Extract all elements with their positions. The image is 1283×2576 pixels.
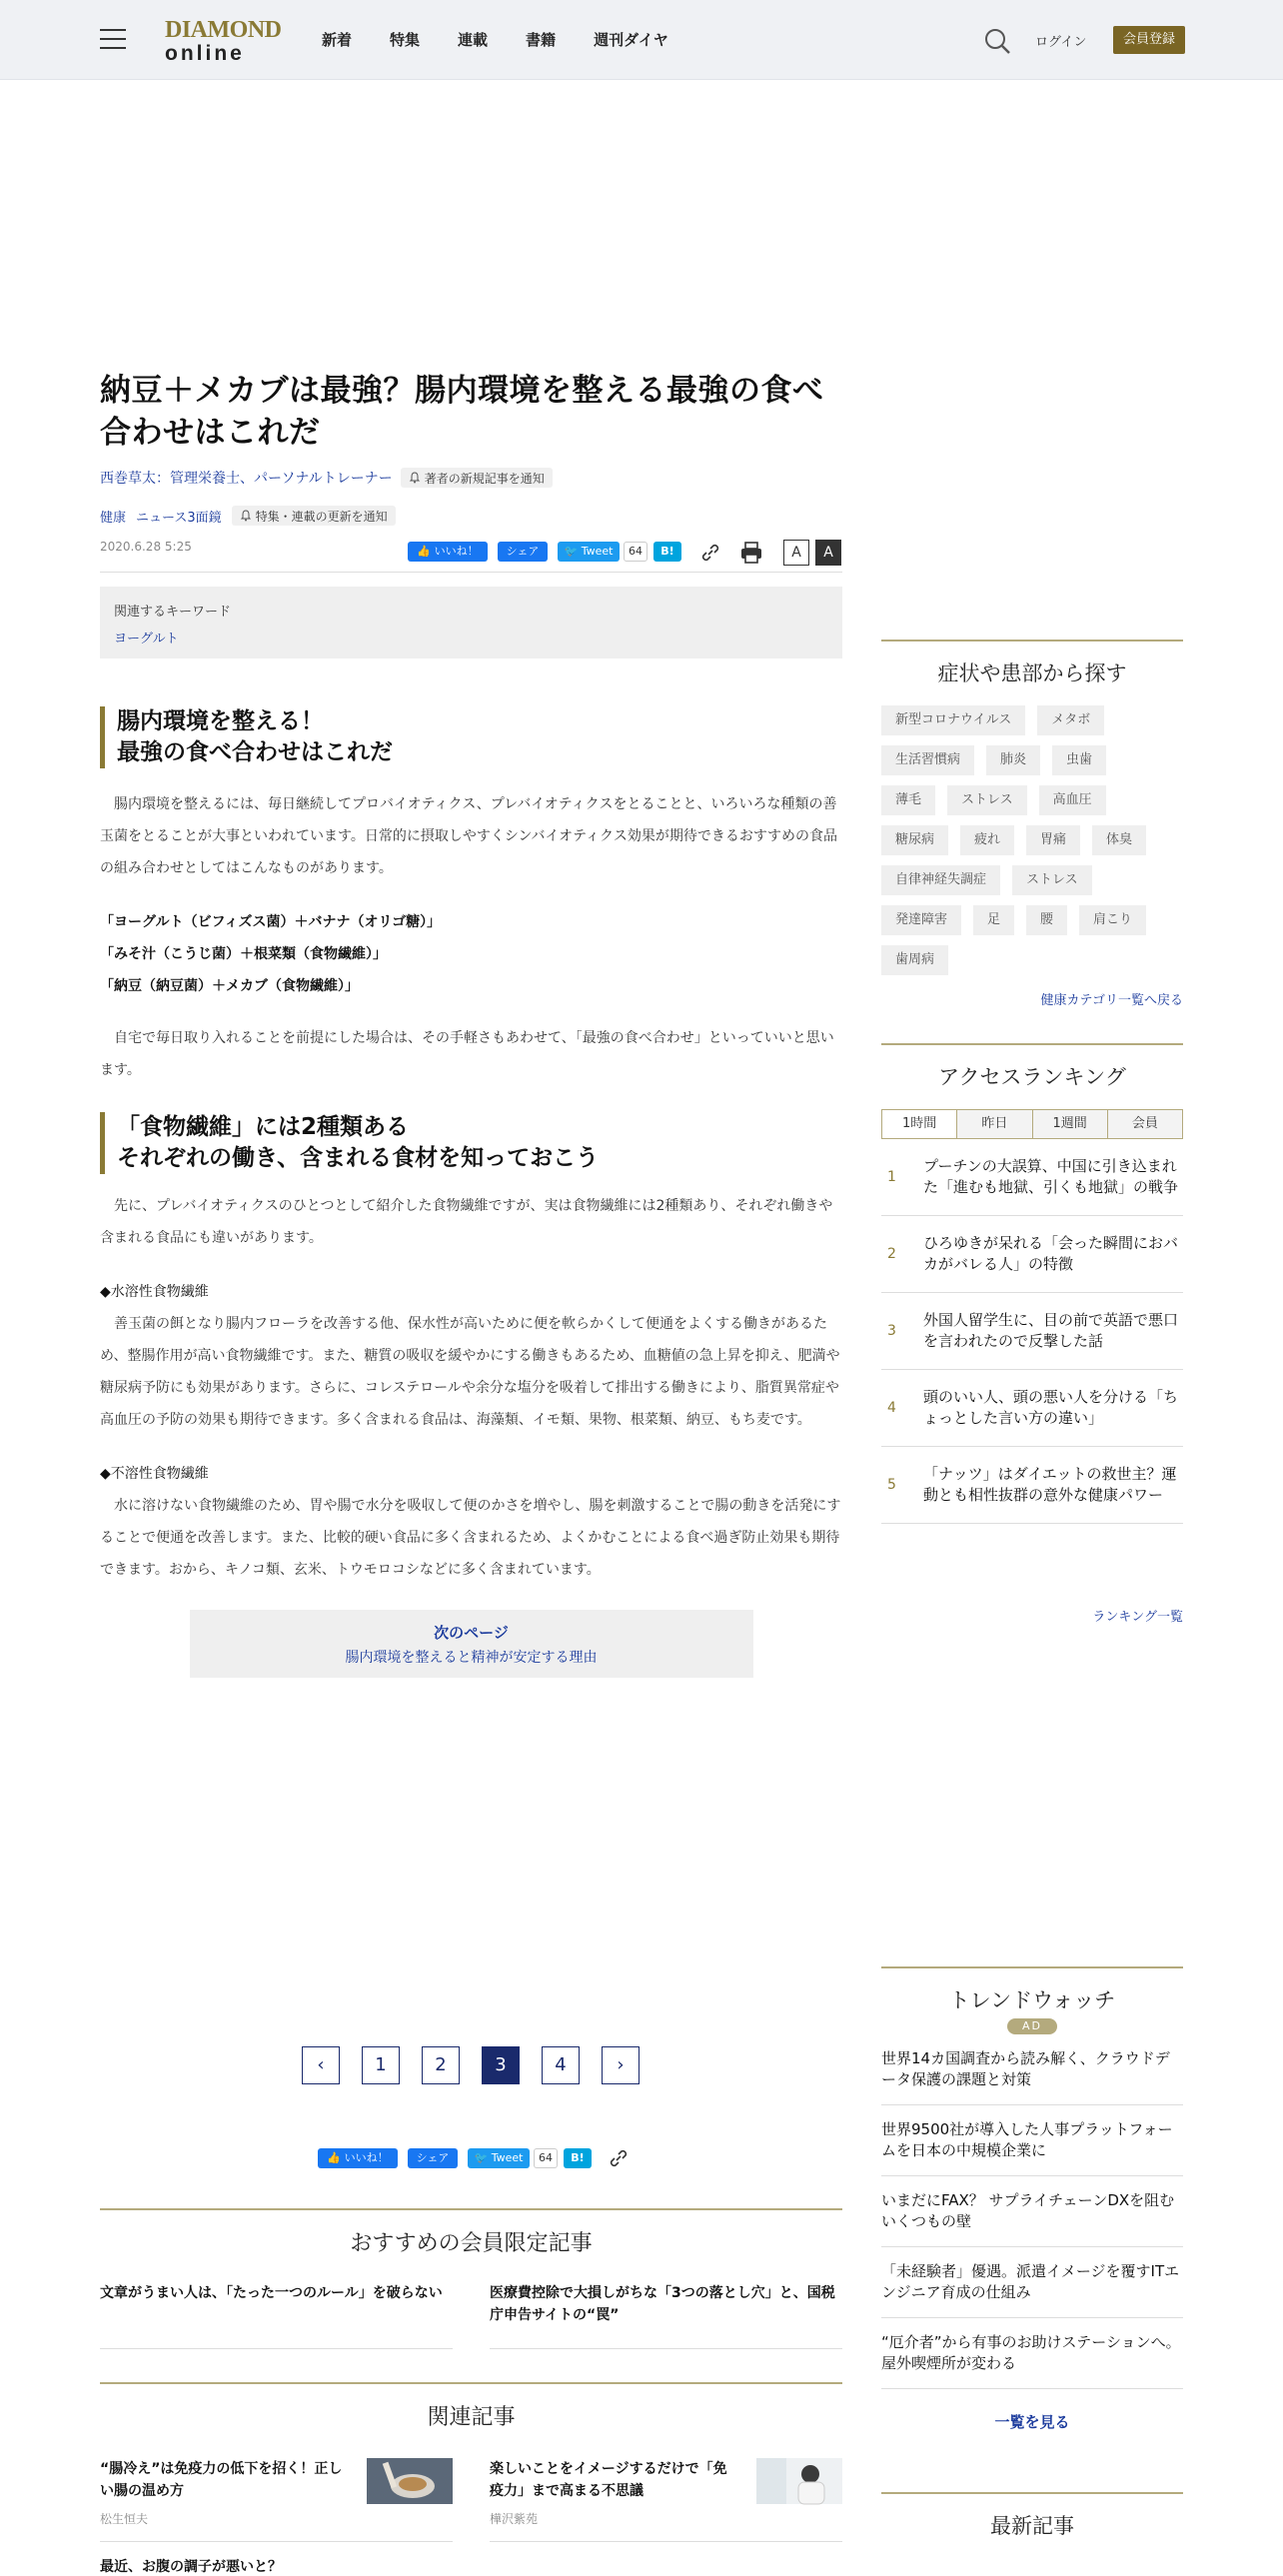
nav-weekly[interactable]: 週刊ダイヤ: [594, 31, 668, 49]
symptom-chip[interactable]: 糖尿病: [881, 825, 948, 855]
trend-item[interactable]: 世界14カ国調査から読み解く、クラウドデータ保護の課題と対策: [881, 2034, 1183, 2105]
ranking-item[interactable]: [881, 1370, 1183, 1447]
trend-item[interactable]: 「未経験者」優遇。派遣イメージを覆すITエンジニア育成の仕組み: [881, 2247, 1183, 2318]
section-heading-line2: 最強の食べ合わせはこれだ: [117, 739, 393, 765]
rank-number: 2: [887, 1246, 896, 1262]
trend-panel: [881, 1966, 1183, 2432]
symptoms-panel: [881, 640, 1183, 1008]
related-article[interactable]: [100, 2458, 453, 2542]
related-article-title: “腸冷え”は免疫力の低下を招く！正しい腸の温め方: [100, 2461, 343, 2499]
author-link[interactable]: 西巻草太：管理栄養士、パーソナルトレーナー: [100, 471, 393, 487]
trend-item[interactable]: “厄介者”から有事のお助けステーションへ。屋外喫煙所が変わる: [881, 2318, 1183, 2389]
site-logo[interactable]: [165, 17, 282, 65]
latest-title: 最新記事: [881, 2492, 1183, 2540]
symptom-chip[interactable]: 体臭: [1092, 825, 1146, 855]
related-article-title: 楽しいことをイメージするだけで「免疫力」まで高まる不思議: [490, 2461, 727, 2499]
symptom-chip[interactable]: ストレス: [947, 785, 1027, 815]
paragraph: 自宅で毎日取り入れることを前提にした場合は、その手軽さもあわせて、「最強の食べ合わせ」といっていいと思います。: [100, 1030, 834, 1078]
symptom-chip[interactable]: 胃痛: [1026, 825, 1080, 855]
tab-yesterday[interactable]: 昨日: [957, 1110, 1032, 1138]
tag-news[interactable]: ニュース3面鏡: [136, 510, 222, 526]
symptom-chip[interactable]: 新型コロナウイルス: [881, 705, 1025, 735]
symptom-chip[interactable]: 腰: [1026, 905, 1067, 935]
trend-more-link[interactable]: 一覧を見る: [994, 2413, 1070, 2431]
bell-icon: [409, 472, 421, 484]
nav-series[interactable]: 連載: [458, 31, 489, 49]
next-page-label: 次のページ: [434, 1624, 509, 1642]
symptom-chip[interactable]: 虫歯: [1052, 745, 1106, 775]
bottom-share-row: [318, 2146, 638, 2170]
symptom-chip[interactable]: メタボ: [1037, 705, 1104, 735]
tweet-button[interactable]: 🐦 Tweet: [468, 2148, 530, 2168]
link-icon[interactable]: [608, 2147, 630, 2169]
author-notify-label: 著者の新規記事を通知: [424, 471, 545, 486]
combo-item: 「みそ汁（こうじ菌）＋根菜類（食物繊維）」: [100, 946, 387, 962]
trend-item[interactable]: いまだにFAX？ サプライチェーンDXを阻むいくつもの壁: [881, 2176, 1183, 2247]
ranking-tabs: [881, 1109, 1183, 1139]
tweet-count: 64: [534, 2148, 558, 2168]
tweet-button[interactable]: 🐦 Tweet: [558, 542, 620, 562]
hatena-button[interactable]: B!: [564, 2148, 592, 2168]
trend-title: トレンドウォッチ: [881, 1966, 1183, 2014]
ranking-list-link[interactable]: ランキング一覧: [1092, 1610, 1183, 1625]
like-button[interactable]: 👍 いいね！: [408, 542, 488, 562]
print-icon[interactable]: [739, 541, 763, 565]
rank-number: 4: [887, 1400, 896, 1416]
series-notify-label: 特集・連載の更新を通知: [255, 509, 388, 524]
rank-title: ひろゆきが呆れる「会った瞬間におバカがバレる人」の特徴: [923, 1234, 1179, 1273]
symptom-chip[interactable]: 肺炎: [986, 745, 1040, 775]
tag-row: [100, 506, 842, 526]
next-page-link[interactable]: [190, 1610, 753, 1678]
article: [100, 370, 842, 1678]
fb-share-button[interactable]: シェア: [408, 2148, 458, 2168]
related-article[interactable]: [490, 2458, 842, 2542]
related-article-author: 松生恒夫: [100, 2512, 149, 2526]
series-notify-button[interactable]: [232, 506, 396, 526]
tweet-label: Tweet: [491, 2151, 524, 2164]
keywords-title: 関連するキーワード: [114, 605, 232, 620]
symptom-chips: [881, 705, 1183, 985]
section-heading-line1: 「食物繊維」には2種類ある: [117, 1114, 410, 1140]
member-article-link[interactable]: 文章がうまい人は、「たった一つのルール」を破らない: [100, 2282, 453, 2349]
symptom-chip[interactable]: 薄毛: [881, 785, 935, 815]
page-1[interactable]: 1: [362, 2046, 400, 2084]
paragraph: 善玉菌の餌となり腸内フローラを改善する他、保水性が高いために便を軟らかくして便通をよくする働きがあるため、整腸作用が高い食物繊維です。また、糖質の吸収を緩やかにする働きもあるため、血糖値の急上昇を抑え、肥満や糖尿病予防にも効果があります。さらに、コレステロールや余分な塩分を吸着して排出する働きにより、脂質異常症や高血圧の予防の効果も期待できます。多く含まれる食品は、海藻類、イモ類、果物、根菜類、納豆、もち麦です。: [100, 1316, 840, 1428]
paragraph: 腸内環境を整えるには、毎日継続してプロバイオティクス、プレバイオティクスをとることと、いろいろな種類の善玉菌をとることが大事といわれています。日常的に摂取しやすくシンバイオティクス効果が期待できるおすすめの食品の組み合わせとしてはこんなものがあります。: [100, 796, 838, 876]
category-link[interactable]: 健康カテゴリ一覧へ戻る: [1040, 993, 1183, 1008]
paragraph: 先に、プレバイオティクスのひとつとして紹介した食物繊維ですが、実は食物繊維には2種類あり、それぞれ働きや含まれる食品にも違いがあります。: [100, 1198, 833, 1246]
page-2[interactable]: 2: [422, 2046, 460, 2084]
like-label: いいね！: [344, 2151, 389, 2164]
tag-health[interactable]: 健康: [100, 510, 127, 526]
related-thumbnail: [756, 2458, 842, 2504]
symptom-chip[interactable]: 生活習慣病: [881, 745, 974, 775]
like-button[interactable]: 👍 いいね！: [318, 2148, 398, 2168]
trend-item[interactable]: 世界9500社が導入した人事プラットフォームを日本の中規模企業に: [881, 2105, 1183, 2176]
main-nav: [322, 29, 706, 50]
font-size-large-button[interactable]: A: [815, 540, 841, 566]
symptom-chip[interactable]: 足: [973, 905, 1014, 935]
divider: [100, 572, 842, 573]
symptom-chip[interactable]: 高血圧: [1039, 785, 1106, 815]
tweet-label: Tweet: [581, 545, 614, 558]
tab-1week[interactable]: 1週間: [1033, 1110, 1108, 1138]
ranking-item[interactable]: [881, 1447, 1183, 1524]
ranking-panel: [881, 1043, 1183, 1625]
page-3-current[interactable]: 3: [482, 2046, 520, 2084]
share-row: [100, 540, 842, 566]
pagination: [302, 2046, 661, 2084]
font-size-small-button[interactable]: A: [783, 540, 809, 566]
publish-date: 2020.6.28 5:25: [100, 540, 192, 554]
rank-title: 「ナッツ」はダイエットの救世主？運動とも相性抜群の意外な健康パワー: [923, 1465, 1177, 1504]
ranking-title: アクセスランキング: [881, 1043, 1183, 1091]
symptom-chip[interactable]: 自律神経失調症: [881, 865, 1000, 895]
member-article-link[interactable]: 医療費控除で大損しがちな「3つの落とし穴」と、国税庁申告サイトの“罠”: [490, 2282, 842, 2349]
symptoms-title: 症状や患部から探す: [881, 640, 1183, 687]
symptom-chip[interactable]: 発達障害: [881, 905, 961, 935]
rank-number: 3: [887, 1323, 896, 1339]
rank-title: プーチンの大誤算、中国に引き込まれた「進むも地獄、引くも地獄」の戦争: [923, 1157, 1179, 1196]
member-articles: [100, 2282, 842, 2349]
subheading: ◆水溶性食物繊維: [100, 1284, 209, 1300]
related-article-author: 樺沢紫苑: [490, 2512, 539, 2526]
article-title: 納豆＋メカブは最強？腸内環境を整える最強の食べ合わせはこれだ: [100, 373, 824, 451]
section-heading: [100, 1112, 842, 1174]
subheading: ◆不溶性食物繊維: [100, 1466, 209, 1482]
rank-number: 5: [887, 1477, 896, 1493]
tab-member[interactable]: 会員: [1108, 1110, 1182, 1138]
rank-title: 外国人留学生に、目の前で英語で悪口を言われたので反撃した話: [923, 1311, 1179, 1350]
combo-item: 「納豆（納豆菌）＋メカブ（食物繊維）」: [100, 978, 359, 994]
menu-icon[interactable]: [100, 29, 128, 51]
site-header: [0, 0, 1283, 80]
symptom-chip[interactable]: 歯周病: [881, 945, 948, 975]
fb-share-button[interactable]: シェア: [498, 542, 548, 562]
bell-icon: [240, 510, 252, 522]
next-page-button[interactable]: ›: [602, 2046, 640, 2084]
combo-item: 「ヨーグルト（ビフィズス菌）＋バナナ（オリゴ糖）」: [100, 914, 442, 930]
related-title: 関連記事: [100, 2382, 842, 2431]
nav-new[interactable]: 新着: [322, 31, 353, 49]
prev-page-button[interactable]: ‹: [302, 2046, 340, 2084]
rank-number: 1: [887, 1169, 896, 1185]
paragraph: 水に溶けない食物繊維のため、胃や腸で水分を吸収して便のかさを増やし、腸を刺激することで腸の動きを活発にすることで便通を改善します。また、比較的硬い食品に多く含まれるため、よくかむことによる食べ過ぎ防止効果も期待できます。おから、キノコ類、玄米、トウモロコシなどに多く含まれています。: [100, 1498, 841, 1578]
symptom-chip[interactable]: ストレス: [1012, 865, 1092, 895]
related-thumbnail: [367, 2458, 453, 2504]
rank-title: 頭のいい人、頭の悪い人を分ける「ちょっとした言い方の違い」: [923, 1388, 1179, 1427]
keyword-link[interactable]: ヨーグルト: [114, 632, 179, 646]
login-link[interactable]: ログイン: [1035, 35, 1087, 50]
ranking-item[interactable]: [881, 1293, 1183, 1370]
logo-bottom: online: [165, 42, 245, 65]
symptom-chip[interactable]: 疲れ: [960, 825, 1014, 855]
related-articles: [100, 2458, 842, 2542]
hatena-button[interactable]: B!: [653, 542, 681, 562]
symptom-chip[interactable]: 肩こり: [1079, 905, 1146, 935]
nav-feature[interactable]: 特集: [390, 31, 421, 49]
logo-top: DIAMOND: [165, 17, 282, 43]
latest-panel: [881, 2492, 1183, 2540]
search-icon[interactable]: [983, 27, 1011, 55]
member-articles-title: おすすめの会員限定記事: [100, 2208, 842, 2257]
section-heading-line2: それぞれの働き、含まれる食材を知っておこう: [117, 1145, 600, 1171]
ranking-item[interactable]: [881, 1139, 1183, 1216]
nav-books[interactable]: 書籍: [526, 31, 557, 49]
keywords-box: [100, 587, 842, 658]
like-label: いいね！: [434, 545, 479, 558]
register-button[interactable]: 会員登録: [1113, 26, 1185, 54]
link-icon[interactable]: [699, 542, 721, 564]
combo-list: [100, 906, 842, 1002]
section-heading: [100, 706, 842, 768]
page-4[interactable]: 4: [542, 2046, 580, 2084]
author-row: [100, 468, 842, 488]
related-article-title[interactable]: 最近、お腹の調子が悪いと？: [100, 2559, 282, 2575]
next-page-title: 腸内環境を整えると精神が安定する理由: [345, 1650, 598, 1666]
ranking-item[interactable]: [881, 1216, 1183, 1293]
tweet-count: 64: [624, 542, 647, 562]
tab-1hour[interactable]: 1時間: [882, 1110, 957, 1138]
section-heading-line1: 腸内環境を整える！: [117, 708, 324, 734]
ad-badge: AD: [1007, 2018, 1057, 2034]
author-notify-button[interactable]: [401, 468, 553, 488]
